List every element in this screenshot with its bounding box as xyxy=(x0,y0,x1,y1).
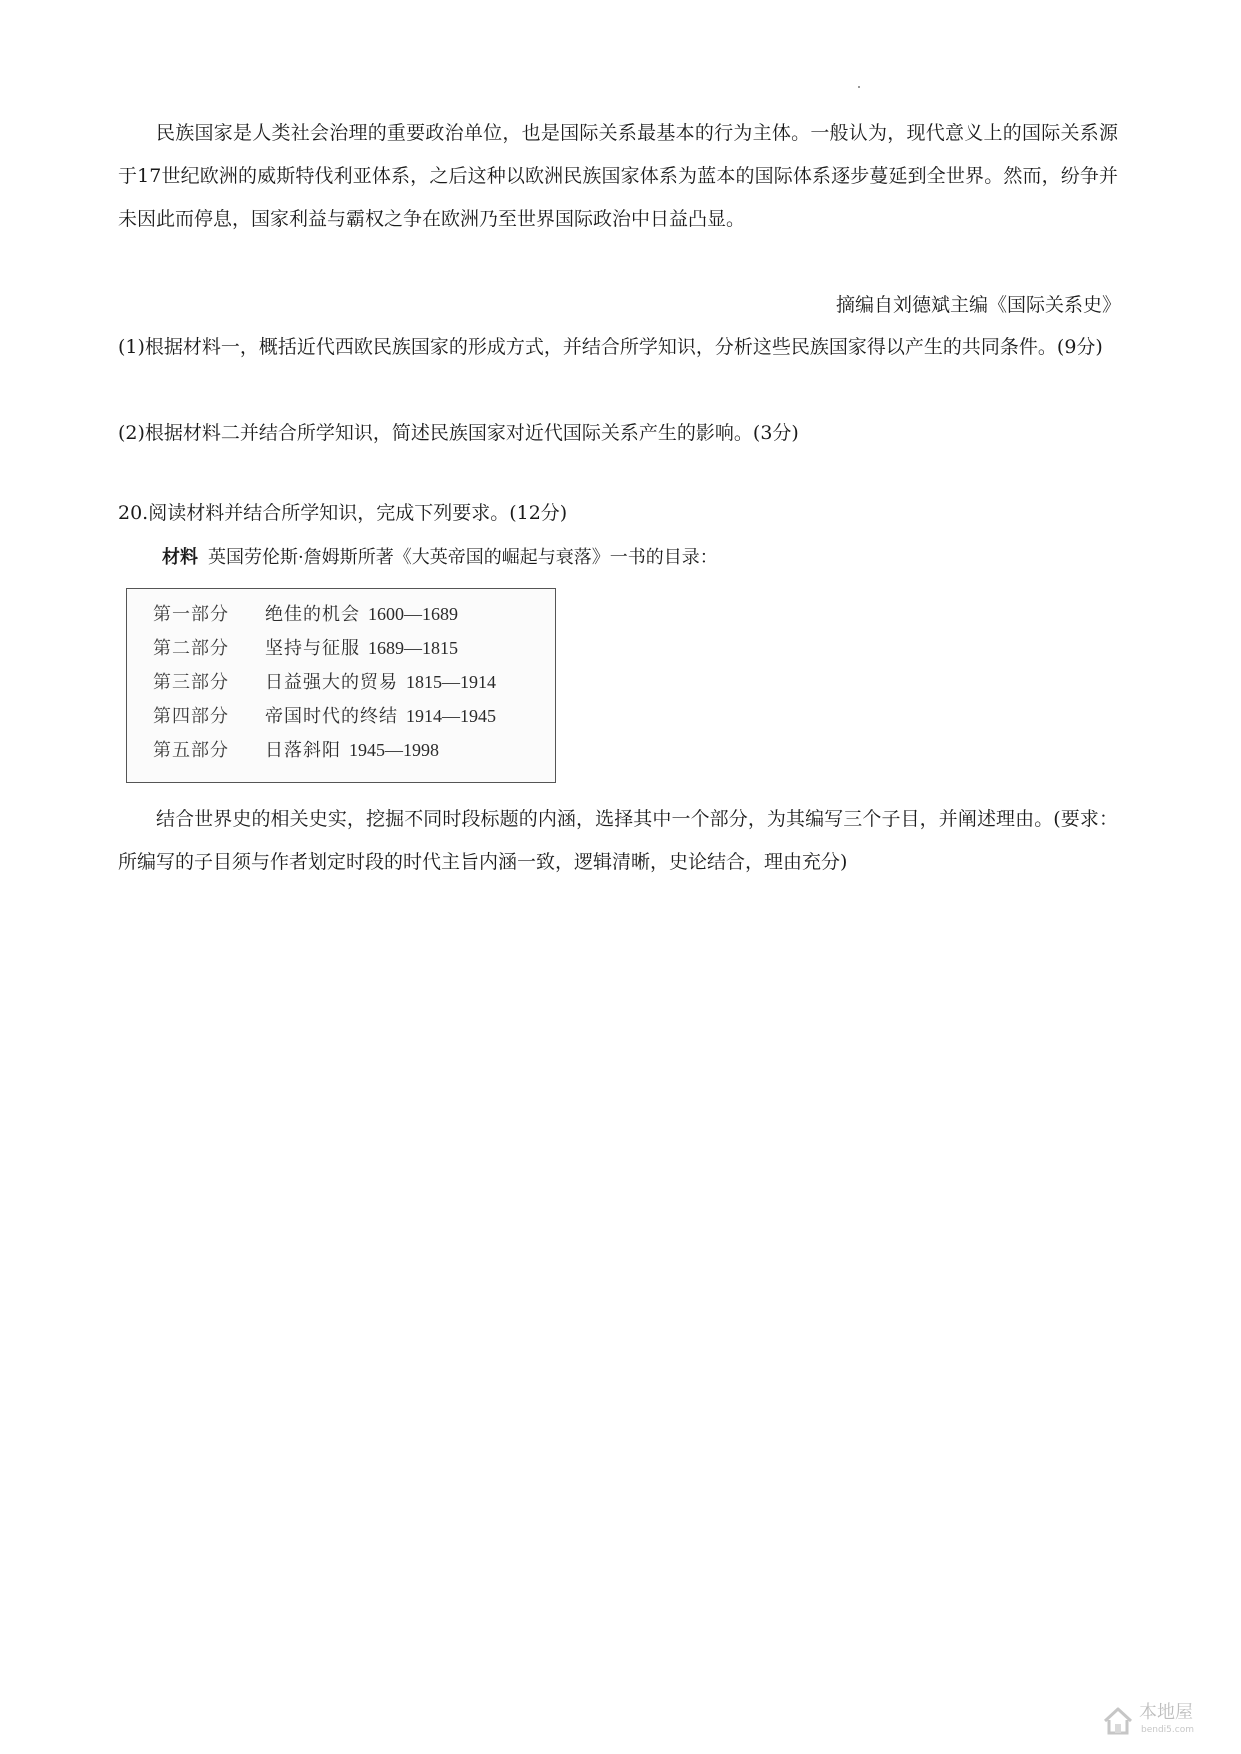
toc-title: 坚持与征服 xyxy=(265,638,360,659)
material-text: 英国劳伦斯·詹姆斯所著《大英帝国的崛起与衰落》一书的目录： xyxy=(208,547,718,568)
toc-part: 第一部分 xyxy=(153,604,229,625)
watermark-url: bendi5.com xyxy=(1141,1725,1194,1735)
toc-part: 第四部分 xyxy=(153,706,229,727)
toc-years: 1600—1689 xyxy=(368,604,458,624)
question-2: (2)根据材料二并结合所学知识，简述民族国家对近代国际关系产生的影响。(3分) xyxy=(118,422,799,444)
watermark-text: 本地屋 xyxy=(1139,1702,1193,1723)
scan-speck xyxy=(858,86,860,88)
toc-part: 第三部分 xyxy=(153,672,229,693)
table-of-contents-box xyxy=(126,588,556,783)
toc-years: 1945—1998 xyxy=(349,740,439,760)
material-one-paragraph: 民族国家是人类社会治理的重要政治单位，也是国际关系最基本的行为主体。一般认为，现代意义上的国际关系源于17世纪欧洲的威斯特伐利亚体系，之后这种以欧洲民族国家体系为蓝本的国际体系逐步蔓延到全世界。然而，纷争并未因此而停息，国家利益与霸权之争在欧洲乃至世界国际政治中日益凸显。 xyxy=(118,122,1118,230)
toc-title: 帝国时代的终结 xyxy=(265,706,398,727)
material-label: 材料 xyxy=(162,547,198,568)
toc-years: 1689—1815 xyxy=(368,638,458,658)
toc-title: 日益强大的贸易 xyxy=(265,672,398,693)
toc-title: 绝佳的机会 xyxy=(265,604,360,625)
toc-title: 日落斜阳 xyxy=(265,740,341,761)
toc-row xyxy=(153,633,458,663)
house-icon xyxy=(1101,1704,1135,1738)
toc-part: 第五部分 xyxy=(153,740,229,761)
toc-row xyxy=(153,599,458,629)
toc-years: 1815—1914 xyxy=(406,672,496,692)
toc-row xyxy=(153,667,496,697)
question-20-instruction: 结合世界史的相关史实，挖掘不同时段标题的内涵，选择其中一个部分，为其编写三个子目，并阐述理由。(要求：所编写的子目须与作者划定时段的时代主旨内涵一致，逻辑清晰，史论结合，理由充分) xyxy=(118,808,1118,873)
material-one-source: 摘编自刘德斌主编《国际关系史》 xyxy=(835,294,1121,316)
toc-years: 1914—1945 xyxy=(406,706,496,726)
watermark-logo xyxy=(1101,1700,1223,1742)
question-20-material xyxy=(162,543,718,573)
toc-row xyxy=(153,735,439,765)
toc-part: 第二部分 xyxy=(153,638,229,659)
toc-row xyxy=(153,701,496,731)
question-1: (1)根据材料一，概括近代西欧民族国家的形成方式，并结合所学知识，分析这些民族国家得以产生的共同条件。(9分) xyxy=(118,336,1103,358)
question-20-heading: 20.阅读材料并结合所学知识，完成下列要求。(12分) xyxy=(118,502,568,524)
